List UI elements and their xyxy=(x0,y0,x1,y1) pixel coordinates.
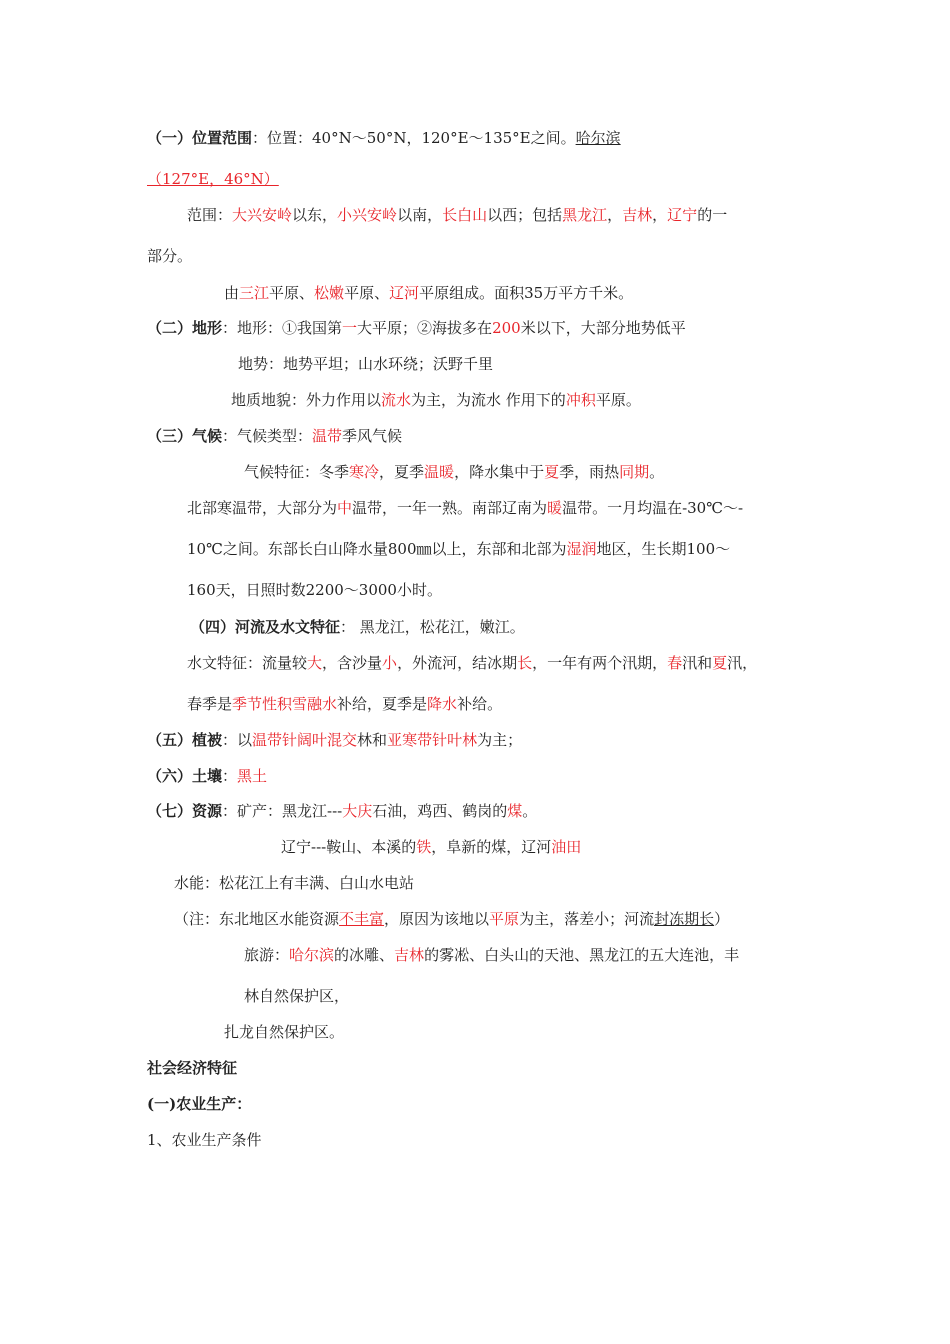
text-segment: ， xyxy=(652,206,668,224)
text-line xyxy=(244,462,664,482)
text-segment: 季风气候 xyxy=(342,427,403,445)
section-heading: （一）位置范围 xyxy=(147,129,253,147)
highlighted-text: 吉林 xyxy=(622,206,653,224)
highlighted-text: 黑土 xyxy=(237,767,268,785)
highlighted-text: 长 xyxy=(517,654,533,672)
text-segment: 北部寒温带，大部分为 xyxy=(187,499,338,517)
text-segment: 为主； xyxy=(477,731,523,749)
text-segment: 气候特征：冬季 xyxy=(244,463,350,481)
text-segment: 平原。 xyxy=(595,391,641,409)
highlighted-text: 一 xyxy=(342,319,358,337)
text-segment: 哈尔滨 xyxy=(575,129,621,147)
text-segment: 春季是 xyxy=(187,695,233,713)
highlighted-text: 黑龙江 xyxy=(562,206,608,224)
text-line xyxy=(231,390,641,410)
text-segment: 补给，夏季是 xyxy=(337,695,428,713)
highlighted-text: （127°E，46°N） xyxy=(147,170,279,188)
text-segment: 汛， xyxy=(727,654,758,672)
text-segment: 林和 xyxy=(357,731,388,749)
text-line xyxy=(187,694,502,714)
highlighted-text: 煤 xyxy=(507,802,523,820)
text-segment: 林自然保护区， xyxy=(244,987,350,1005)
text-line xyxy=(147,246,192,266)
text-segment: 为主，落差小；河流 xyxy=(519,910,655,928)
text-line xyxy=(238,354,493,374)
highlighted-text: 降水 xyxy=(427,695,458,713)
text-segment: 温带，一年一熟。南部辽南为 xyxy=(352,499,548,517)
highlighted-text: 同期 xyxy=(619,463,650,481)
text-segment: 水能：松花江上有丰满、白山水电站 xyxy=(174,874,415,892)
section-heading: （四）河流及水文特征 xyxy=(190,618,341,636)
highlighted-text: 夏 xyxy=(544,463,560,481)
text-segment: 。 xyxy=(522,802,538,820)
text-segment: 辽宁---鞍山、本溪的 xyxy=(281,838,417,856)
text-segment: 封冻期长 xyxy=(654,910,715,928)
text-segment: 160天，日照时数2200～3000小时。 xyxy=(187,581,442,599)
text-segment: ：矿产：黑龙江--- xyxy=(222,802,343,820)
section-heading: （三）气候 xyxy=(147,427,223,445)
text-segment: 以西；包括 xyxy=(487,206,563,224)
section-heading: (一)农业生产： xyxy=(147,1095,252,1113)
highlighted-text: 松嫩 xyxy=(314,284,345,302)
text-segment: ： 黑龙江，松花江，嫩江。 xyxy=(340,618,525,636)
text-segment: 1、农业生产条件 xyxy=(147,1131,262,1149)
highlighted-text: 温带针阔叶混交 xyxy=(252,731,358,749)
text-line xyxy=(224,283,633,303)
text-segment: ，降水集中于 xyxy=(454,463,545,481)
text-segment: 以南， xyxy=(397,206,443,224)
text-line xyxy=(244,986,349,1006)
text-line xyxy=(187,205,727,225)
text-segment: 的冰雕、 xyxy=(334,946,395,964)
text-line xyxy=(187,580,442,600)
section-heading: 社会经济特征 xyxy=(147,1059,238,1077)
text-line xyxy=(147,801,537,821)
text-segment: 的一 xyxy=(697,206,728,224)
text-segment: 由 xyxy=(224,284,240,302)
text-segment: 为主，为流水 作用下的 xyxy=(411,391,566,409)
text-line xyxy=(281,837,581,857)
highlighted-text: 暖 xyxy=(547,499,563,517)
section-heading: （六）土壤 xyxy=(147,767,223,785)
highlighted-text: 季节性积雪融水 xyxy=(232,695,338,713)
text-segment: 补给。 xyxy=(457,695,503,713)
highlighted-text: 温带 xyxy=(312,427,343,445)
highlighted-text: 不丰富 xyxy=(339,910,385,928)
highlighted-text: 冲积 xyxy=(565,391,596,409)
text-line xyxy=(147,1130,262,1150)
highlighted-text: 200 xyxy=(492,319,521,337)
text-segment: 米以下，大部分地势低平 xyxy=(520,319,686,337)
text-segment: ，一年有两个汛期， xyxy=(532,654,668,672)
text-segment: 石油，鸡西、鹤岗的 xyxy=(372,802,508,820)
highlighted-text: 大 xyxy=(307,654,323,672)
text-segment: 汛和 xyxy=(682,654,713,672)
highlighted-text: 油田 xyxy=(551,838,582,856)
text-line xyxy=(147,766,267,786)
section-heading: （五）植被 xyxy=(147,731,223,749)
text-segment: ：以 xyxy=(222,731,253,749)
text-line xyxy=(147,426,402,446)
section-heading: （二）地形 xyxy=(147,319,223,337)
text-segment: 水文特征：流量较 xyxy=(187,654,308,672)
text-line xyxy=(187,498,743,518)
text-segment: ，阜新的煤，辽河 xyxy=(431,838,552,856)
text-line xyxy=(147,730,522,750)
text-segment: 。 xyxy=(649,463,665,481)
text-segment: 温带。一月均温在-30℃～- xyxy=(562,499,744,517)
text-segment: 的雾凇、白头山的天池、黑龙江的五大连池，丰 xyxy=(424,946,740,964)
highlighted-text: 温暖 xyxy=(424,463,455,481)
highlighted-text: 辽河 xyxy=(389,284,420,302)
text-line xyxy=(190,617,525,637)
text-segment: ：气候类型： xyxy=(222,427,313,445)
highlighted-text: 平原 xyxy=(489,910,520,928)
text-segment: ：地形：①我国第 xyxy=(222,319,343,337)
highlighted-text: 亚寒带针叶林 xyxy=(387,731,478,749)
text-segment: ，原因为该地以 xyxy=(384,910,490,928)
text-segment: ： xyxy=(222,767,238,785)
highlighted-text: 夏 xyxy=(712,654,728,672)
text-segment: 地区，生长期100～ xyxy=(596,540,731,558)
text-segment: 扎龙自然保护区。 xyxy=(224,1023,345,1041)
text-line xyxy=(147,128,621,148)
highlighted-text: 大庆 xyxy=(342,802,373,820)
text-segment: 部分。 xyxy=(147,247,193,265)
text-segment: 平原、 xyxy=(269,284,315,302)
text-line xyxy=(147,1094,251,1114)
highlighted-text: 铁 xyxy=(416,838,432,856)
highlighted-text: 三江 xyxy=(239,284,270,302)
highlighted-text: 中 xyxy=(337,499,353,517)
highlighted-text: 寒冷 xyxy=(349,463,380,481)
text-segment: 平原组成。面积35万平方千米。 xyxy=(419,284,634,302)
text-line xyxy=(174,909,729,929)
highlighted-text: 长白山 xyxy=(442,206,488,224)
highlighted-text: 春 xyxy=(667,654,683,672)
text-segment: 范围： xyxy=(187,206,233,224)
highlighted-text: 吉林 xyxy=(394,946,425,964)
text-segment: ， xyxy=(607,206,623,224)
highlighted-text: 小兴安岭 xyxy=(337,206,398,224)
highlighted-text: 大兴安岭 xyxy=(232,206,293,224)
text-segment: ，夏季 xyxy=(379,463,425,481)
highlighted-text: 湿润 xyxy=(566,540,597,558)
text-segment: ：位置：40°N～50°N，120°E～135°E之间。 xyxy=(252,129,576,147)
highlighted-text: 辽宁 xyxy=(667,206,698,224)
text-segment: 以东， xyxy=(292,206,338,224)
text-line xyxy=(147,1058,237,1078)
text-segment: ） xyxy=(714,910,730,928)
text-segment: ，外流河，结冰期 xyxy=(397,654,518,672)
text-segment: 地势：地势平坦；山水环绕；沃野千里 xyxy=(238,355,494,373)
text-line xyxy=(244,945,739,965)
highlighted-text: 流水 xyxy=(381,391,412,409)
text-line xyxy=(187,539,730,559)
section-heading: （七）资源 xyxy=(147,802,223,820)
highlighted-text: 小 xyxy=(382,654,398,672)
text-segment: 地质地貌：外力作用以 xyxy=(231,391,382,409)
text-segment: 10℃之间。东部长白山降水量800㎜以上，东部和北部为 xyxy=(187,540,567,558)
text-segment: （注：东北地区水能资源 xyxy=(174,910,340,928)
text-line xyxy=(224,1022,344,1042)
text-line xyxy=(187,653,757,673)
text-segment: 旅游： xyxy=(244,946,290,964)
text-segment: 季，雨热 xyxy=(559,463,620,481)
text-line xyxy=(147,318,686,338)
text-segment: ，含沙量 xyxy=(322,654,383,672)
text-line xyxy=(147,169,279,189)
text-segment: 平原、 xyxy=(344,284,390,302)
text-segment: 大平原；②海拔多在 xyxy=(357,319,493,337)
highlighted-text: 哈尔滨 xyxy=(289,946,335,964)
text-line xyxy=(174,873,414,893)
